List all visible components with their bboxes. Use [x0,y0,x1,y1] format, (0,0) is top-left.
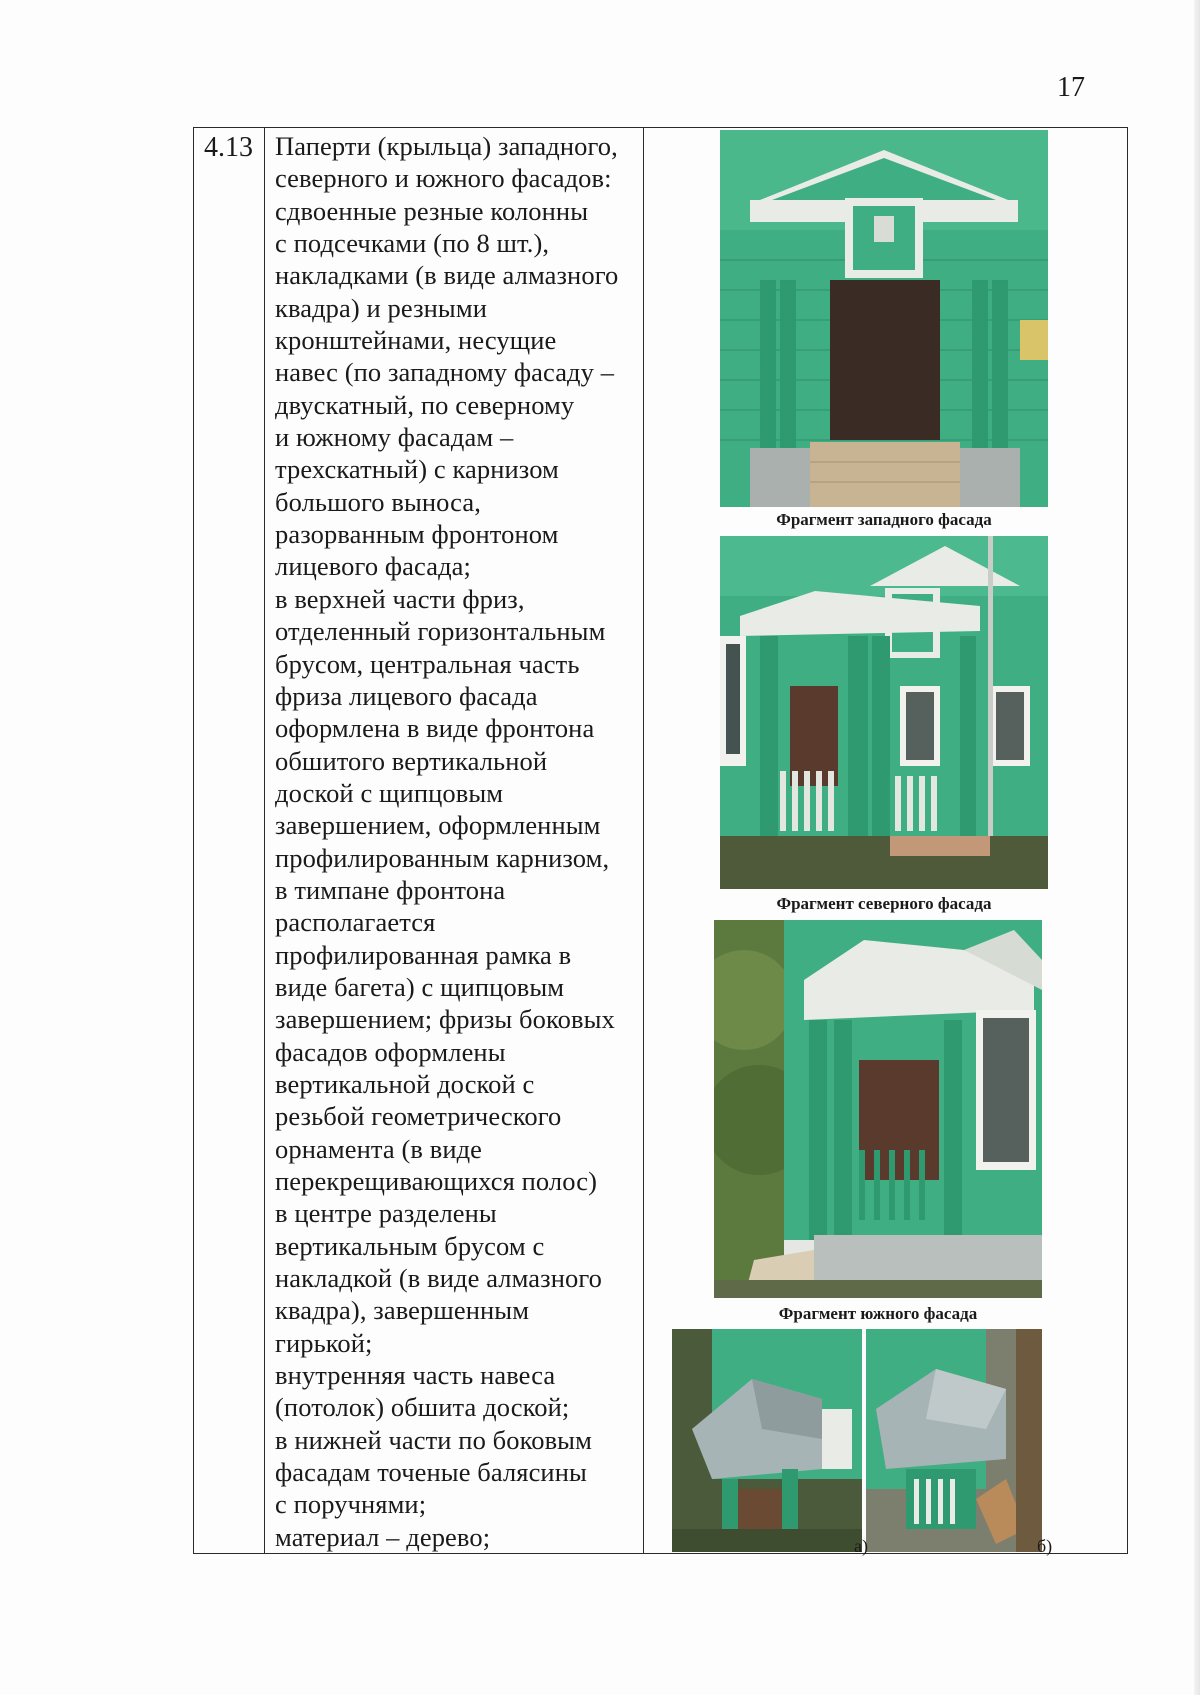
photo-west-facade [720,130,1048,507]
photo-caption-west: Фрагмент западного фасада [776,510,992,529]
photo-caption-south: Фрагмент южного фасада [778,1304,978,1323]
photo-cell [644,128,1128,1554]
photo-label-a: а) [854,1536,868,1556]
photo-aerial-a [672,1329,862,1552]
description-cell [265,128,644,1554]
row-number-cell [194,128,265,1554]
photo-north-facade [720,536,1048,889]
photo-south-facade [714,920,1042,1298]
page-number: 17 [1057,72,1085,103]
row-description: Паперти (крыльца) западного, северного и южного фасадов: сдвоенные резные колонны с подсечками (по 8 шт.), накладками (в виде алмазного квадра) и резными кронштейнами, несущие навес (по западному фасаду – двускатный, по северному и южному фасадам – трехскатный) с карнизом большого выноса, разорванным фронтоном лицевого фасада; в верхней части фриз, отделенный горизонтальным брусом, центральная часть фриза лицевого фасада оформлена в виде фронтона обшитого вертикальной доской с щипцовым завершением, оформленным профилированным карнизом, в тимпане фронтона располагается профилированная рамка в виде багета) с щипцовым завершением; фризы боковых фасадов оформлены вертикальной доской с резьбой геометрического орнамента (в виде перекрещивающихся полос) в центре разделены вертикальным брусом с накладкой (в виде алмазного квадра), завершенным гирькой; внутренняя часть навеса (потолок) обшита доской; в нижней части по боковым фасадам точеные балясины с поручнями; материал – дерево; [275,131,619,1552]
page-edge [1194,0,1200,1695]
photo-label-b: б) [1037,1536,1053,1556]
photo-aerial-b [866,1329,1042,1552]
photo-caption-north: Фрагмент северного фасада [776,894,992,913]
table-row [194,128,1128,1554]
row-number: 4.13 [204,132,253,163]
spec-table [193,127,1128,1554]
